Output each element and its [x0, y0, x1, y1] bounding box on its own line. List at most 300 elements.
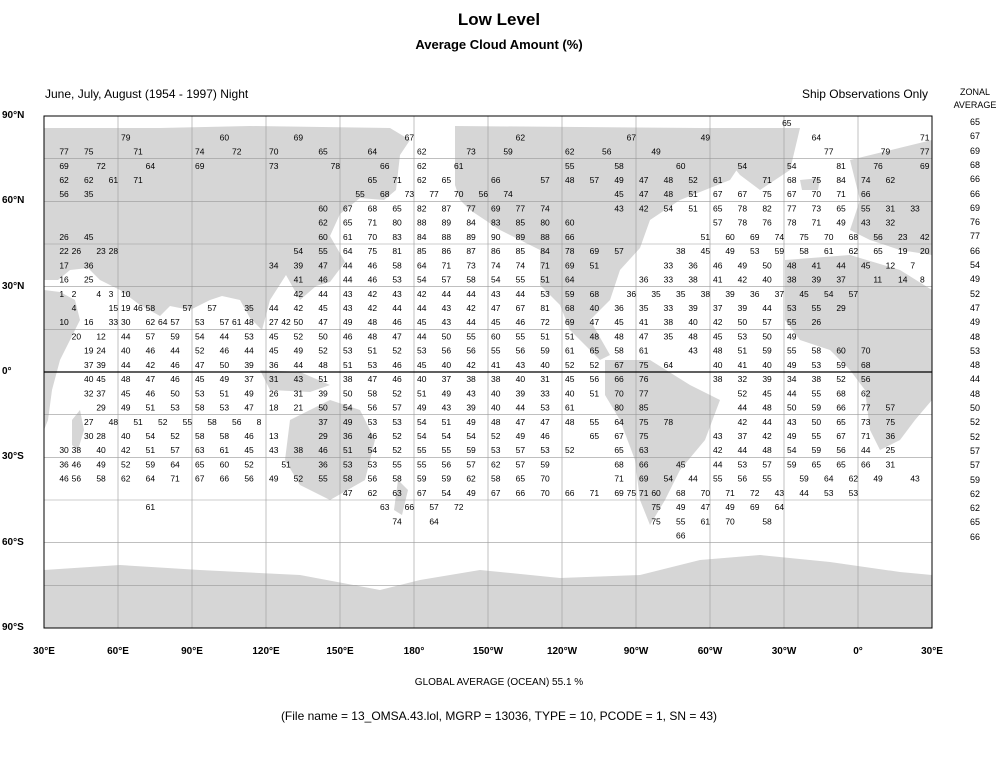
grid-cell-value: 87: [466, 246, 476, 257]
grid-cell-value: 63: [392, 487, 402, 498]
grid-cell-value: 47: [515, 416, 526, 427]
grid-cell-value: 67: [836, 431, 846, 441]
grid-cell-value: 73: [861, 416, 871, 427]
grid-cell-value: 71: [861, 431, 871, 441]
grid-cell-value: 65: [836, 459, 846, 470]
grid-cell-value: 81: [540, 303, 550, 313]
grid-cell-value: 88: [417, 217, 427, 228]
zonal-average-value: 66: [969, 531, 980, 542]
grid-cell-value: 55: [676, 516, 686, 527]
grid-cell-value: 73: [466, 146, 476, 157]
grid-cell-value: 77: [429, 189, 439, 200]
grid-cell-value: 63: [639, 445, 649, 456]
grid-cell-value: 51: [343, 445, 353, 456]
grid-cell-value: 37: [737, 431, 748, 441]
grid-cell-value: 70: [367, 231, 378, 242]
grid-cell-value: 52: [565, 359, 575, 370]
grid-cell-value: 90: [491, 231, 501, 242]
grid-cell-value: 68: [848, 231, 859, 242]
grid-cell-value: 49: [244, 388, 254, 399]
grid-cell-value: 57: [145, 331, 156, 342]
grid-cell-value: 55: [355, 189, 365, 200]
grid-cell-value: 37: [244, 374, 254, 385]
grid-cell-value: 51: [281, 459, 291, 470]
grid-cell-value: 46: [318, 445, 328, 456]
grid-cell-value: 59: [799, 473, 809, 484]
grid-cell-value: 60: [676, 160, 686, 171]
grid-cell-value: 81: [392, 246, 402, 257]
grid-cell-value: 83: [491, 217, 501, 228]
zonal-average-value: 76: [969, 217, 980, 228]
grid-cell-value: 80: [392, 217, 402, 228]
grid-cell-value: 66: [614, 374, 624, 385]
grid-cell-value: 54: [737, 160, 748, 171]
grid-cell-value: 62: [466, 473, 476, 484]
grid-cell-value: 69: [565, 260, 575, 271]
grid-cell-value: 36: [84, 260, 94, 271]
grid-cell-value: 49: [787, 431, 797, 441]
grid-cell-value: 54: [417, 274, 427, 285]
grid-cell-value: 45: [121, 388, 131, 399]
grid-cell-value: 47: [195, 359, 205, 370]
grid-cell-value: 70: [454, 189, 464, 200]
zonal-average-value: 54: [969, 260, 980, 270]
grid-cell-value: 70: [269, 146, 279, 157]
grid-cell-value: 75: [639, 416, 649, 427]
grid-cell-value: 36: [626, 288, 637, 299]
grid-cell-value: 46: [367, 274, 378, 285]
grid-cell-value: 67: [626, 132, 637, 143]
grid-cell-value: 76: [762, 217, 772, 228]
grid-cell-value: 30: [84, 431, 94, 441]
grid-cell-value: 42: [713, 445, 723, 456]
grid-cell-value: 67: [614, 431, 624, 441]
grid-cell-value: 49: [417, 402, 427, 413]
grid-cell-value: 59: [145, 459, 156, 470]
grid-cell-value: 66: [565, 231, 575, 242]
grid-cell-value: 52: [170, 431, 180, 441]
grid-cell-value: 61: [454, 160, 464, 171]
zonal-average-value: 48: [969, 331, 980, 342]
grid-cell-value: 31: [293, 388, 304, 399]
grid-cell-value: 40: [84, 374, 94, 385]
grid-cell-value: 48: [762, 445, 772, 456]
grid-cell-value: 26: [59, 231, 69, 242]
grid-cell-value: 70: [614, 388, 624, 399]
grid-cell-value: 67: [404, 132, 415, 143]
grid-cell-value: 75: [639, 431, 649, 441]
grid-cell-value: 75: [651, 516, 661, 527]
grid-cell-value: 53: [392, 416, 402, 427]
grid-cell-value: 73: [811, 203, 822, 214]
grid-cell-value: 40: [540, 359, 550, 370]
grid-cell-value: 34: [787, 374, 797, 385]
latitude-label: 90°S: [2, 622, 24, 633]
grid-cell-value: 38: [343, 374, 353, 385]
grid-cell-value: 46: [392, 374, 402, 385]
grid-cell-value: 60: [318, 231, 328, 242]
grid-cell-value: 78: [663, 416, 674, 427]
grid-cell-value: 10: [121, 288, 131, 299]
grid-cell-value: 46: [367, 260, 378, 271]
grid-cell-value: 56: [367, 473, 378, 484]
grid-cell-value: 19: [121, 303, 131, 313]
grid-cell-value: 52: [293, 473, 304, 484]
grid-cell-value: 78: [565, 246, 575, 257]
grid-cell-value: 10: [59, 317, 69, 328]
grid-cell-value: 55: [515, 274, 526, 285]
grid-cell-value: 44: [343, 274, 353, 285]
grid-cell-value: 35: [84, 189, 94, 200]
grid-cell-value: 53: [244, 331, 254, 342]
grid-cell-value: 58: [811, 345, 822, 356]
grid-cell-value: 77: [861, 402, 871, 413]
grid-cell-value: 49: [787, 359, 797, 370]
grid-cell-value: 67: [515, 303, 526, 313]
grid-cell-value: 77: [920, 146, 930, 157]
grid-cell-value: 57: [614, 246, 624, 257]
grid-cell-value: 53: [848, 487, 859, 498]
grid-cell-value: 44: [799, 487, 809, 498]
grid-cell-value: 40: [565, 388, 575, 399]
global-average: GLOBAL AVERAGE (OCEAN) 55.1 %: [414, 677, 584, 688]
grid-cell-value: 43: [441, 402, 452, 413]
grid-cell-value: 53: [367, 459, 378, 470]
grid-cell-value: 59: [466, 445, 476, 456]
grid-cell-value: 36: [343, 431, 353, 441]
grid-cell-value: 37: [96, 388, 106, 399]
grid-cell-value: 62: [84, 175, 94, 185]
zonal-average-value: 49: [969, 317, 980, 328]
grid-cell-value: 60: [491, 331, 501, 342]
grid-cell-value: 53: [540, 402, 550, 413]
grid-cell-value: 47: [318, 317, 328, 328]
grid-cell-value: 75: [626, 487, 637, 498]
grid-cell-value: 38: [491, 374, 501, 385]
grid-cell-value: 74: [491, 260, 501, 271]
grid-cell-value: 52: [565, 445, 575, 456]
grid-cell-value: 63: [380, 502, 390, 513]
grid-cell-value: 44: [121, 331, 131, 342]
grid-cell-value: 67: [737, 189, 748, 200]
grid-cell-value: 53: [219, 402, 230, 413]
latitude-label: 60°S: [2, 536, 24, 548]
grid-cell-value: 53: [787, 303, 797, 313]
grid-cell-value: 35: [651, 288, 661, 299]
grid-cell-value: 69: [293, 132, 304, 143]
grid-cell-value: 69: [750, 231, 760, 242]
grid-cell-value: 54: [293, 246, 304, 257]
grid-cell-value: 40: [688, 317, 698, 328]
grid-cell-value: 37: [836, 274, 846, 285]
grid-cell-value: 53: [417, 345, 427, 356]
grid-cell-value: 12: [885, 260, 896, 271]
grid-cell-value: 36: [269, 359, 279, 370]
grid-cell-value: 49: [343, 317, 353, 328]
grid-cell-value: 44: [762, 416, 772, 427]
grid-cell-value: 68: [565, 303, 575, 313]
zonal-average-value: 53: [969, 345, 980, 356]
grid-cell-value: 51: [145, 402, 156, 413]
grid-cell-value: 8: [256, 416, 262, 427]
grid-cell-value: 68: [614, 459, 624, 470]
grid-cell-value: 51: [219, 388, 230, 399]
longitude-label: 150°W: [472, 646, 504, 657]
grid-cell-value: 40: [762, 274, 772, 285]
grid-cell-value: 51: [367, 345, 378, 356]
grid-cell-value: 65: [836, 203, 846, 214]
grid-cell-value: 44: [293, 359, 304, 370]
grid-cell-value: 30: [59, 445, 69, 456]
grid-cell-value: 51: [540, 274, 550, 285]
grid-cell-value: 50: [762, 331, 772, 342]
grid-cell-value: 43: [688, 345, 698, 356]
grid-cell-value: 75: [84, 146, 94, 157]
grid-cell-value: 71: [392, 175, 402, 185]
grid-cell-value: 77: [639, 388, 649, 399]
grid-cell-value: 33: [540, 388, 550, 399]
grid-cell-value: 74: [515, 260, 526, 271]
grid-cell-value: 44: [466, 317, 476, 328]
grid-cell-value: 32: [737, 374, 748, 385]
grid-cell-value: 40: [121, 431, 131, 441]
grid-cell-value: 74: [503, 189, 513, 200]
grid-cell-value: 50: [762, 260, 772, 271]
grid-cell-value: 31: [885, 203, 896, 214]
grid-cell-value: 46: [59, 473, 69, 484]
grid-cell-value: 89: [466, 231, 476, 242]
grid-cell-value: 52: [836, 374, 846, 385]
grid-cell-value: 11: [873, 274, 883, 285]
grid-cell-value: 55: [787, 317, 797, 328]
grid-cell-value: 33: [663, 260, 674, 271]
grid-cell-value: 62: [318, 217, 328, 228]
grid-cell-value: 60: [219, 459, 230, 470]
grid-cell-value: 44: [466, 288, 476, 299]
grid-cell-value: 65: [589, 345, 600, 356]
grid-cell-value: 26: [269, 388, 279, 399]
grid-cell-value: 52: [318, 345, 328, 356]
grid-cell-value: 75: [651, 502, 661, 513]
grid-cell-value: 59: [417, 473, 427, 484]
grid-cell-value: 62: [121, 473, 131, 484]
grid-cell-value: 50: [293, 317, 304, 328]
grid-cell-value: 85: [639, 402, 649, 413]
grid-cell-value: 67: [787, 189, 797, 200]
grid-cell-value: 41: [491, 359, 501, 370]
grid-cell-value: 50: [787, 402, 797, 413]
grid-cell-value: 51: [688, 203, 698, 214]
grid-cell-value: 65: [713, 203, 723, 214]
grid-cell-value: 61: [219, 445, 230, 456]
grid-cell-value: 71: [762, 175, 772, 185]
grid-cell-value: 40: [713, 359, 723, 370]
grid-cell-value: 77: [787, 203, 797, 214]
grid-cell-value: 69: [920, 160, 930, 171]
grid-cell-value: 48: [713, 345, 723, 356]
grid-cell-value: 58: [392, 473, 402, 484]
grid-cell-value: 43: [713, 431, 723, 441]
grid-cell-value: 4: [96, 288, 102, 299]
grid-cell-value: 57: [713, 217, 723, 228]
grid-cell-value: 54: [824, 288, 834, 299]
grid-cell-value: 40: [121, 345, 131, 356]
grid-cell-value: 54: [441, 431, 452, 441]
grid-cell-value: 48: [688, 331, 698, 342]
grid-cell-value: 52: [392, 445, 402, 456]
grid-cell-value: 71: [367, 217, 378, 228]
grid-cell-value: 71: [836, 189, 846, 200]
grid-cell-value: 42: [639, 203, 649, 214]
grid-cell-value: 47: [639, 175, 649, 185]
grid-cell-value: 58: [195, 431, 205, 441]
grid-cell-value: 43: [441, 303, 452, 313]
grid-cell-value: 55: [515, 331, 526, 342]
grid-cell-value: 70: [700, 487, 711, 498]
grid-cell-value: 48: [244, 317, 254, 328]
grid-cell-value: 52: [491, 431, 501, 441]
grid-cell-value: 56: [861, 374, 871, 385]
grid-cell-value: 47: [343, 487, 353, 498]
grid-cell-value: 56: [441, 345, 452, 356]
grid-cell-value: 56: [441, 459, 452, 470]
grid-cell-value: 49: [725, 246, 735, 257]
grid-cell-value: 57: [589, 175, 600, 185]
grid-cell-value: 43: [515, 359, 526, 370]
grid-cell-value: 59: [787, 459, 797, 470]
grid-cell-value: 53: [540, 445, 550, 456]
grid-cell-value: 38: [71, 445, 82, 456]
land-eurasia: [44, 126, 410, 330]
grid-cell-value: 47: [700, 502, 711, 513]
grid-cell-value: 44: [343, 260, 353, 271]
grid-cell-value: 45: [491, 317, 501, 328]
grid-cell-value: 62: [417, 175, 427, 185]
grid-cell-value: 42: [920, 231, 930, 242]
grid-cell-value: 40: [491, 388, 501, 399]
grid-cell-value: 50: [441, 331, 452, 342]
grid-cell-value: 68: [861, 359, 871, 370]
grid-cell-value: 57: [182, 303, 193, 313]
grid-cell-value: 45: [269, 345, 279, 356]
grid-cell-value: 59: [774, 246, 785, 257]
grid-cell-value: 38: [713, 374, 723, 385]
grid-cell-value: 68: [380, 189, 390, 200]
grid-cell-value: 53: [170, 402, 180, 413]
grid-cell-value: 75: [811, 175, 822, 185]
grid-cell-value: 55: [417, 459, 427, 470]
grid-cell-value: 49: [676, 502, 686, 513]
grid-cell-value: 85: [417, 246, 427, 257]
latitude-label: 90°N: [2, 110, 25, 121]
grid-cell-value: 55: [589, 416, 600, 427]
grid-cell-value: 75: [799, 231, 809, 242]
grid-cell-value: 1: [59, 288, 65, 299]
grid-cell-value: 71: [540, 260, 550, 271]
grid-cell-value: 60: [219, 132, 230, 143]
grid-cell-value: 58: [762, 516, 772, 527]
season-label: June, July, August (1954 - 1997) Night: [45, 87, 249, 101]
grid-cell-value: 55: [811, 388, 822, 399]
grid-cell-value: 59: [836, 359, 846, 370]
grid-cell-value: 54: [491, 274, 501, 285]
grid-cell-value: 84: [836, 175, 846, 185]
grid-cell-value: 54: [343, 402, 353, 413]
grid-cell-value: 13: [269, 431, 279, 441]
grid-cell-value: 47: [367, 374, 378, 385]
grid-cell-value: 40: [515, 374, 526, 385]
longitude-label: 0°: [853, 646, 863, 657]
grid-cell-value: 77: [824, 146, 834, 157]
grid-cell-value: 39: [318, 388, 328, 399]
grid-cell-value: 59: [811, 402, 822, 413]
longitude-label: 30°W: [771, 646, 797, 657]
grid-cell-value: 49: [725, 502, 735, 513]
grid-cell-value: 40: [491, 402, 501, 413]
grid-cell-value: 43: [910, 473, 920, 484]
longitude-label: 90°E: [181, 646, 203, 657]
grid-cell-value: 52: [589, 359, 600, 370]
grid-cell-value: 58: [145, 303, 156, 313]
grid-cell-value: 71: [133, 146, 143, 157]
grid-cell-value: 53: [737, 459, 748, 470]
grid-cell-value: 51: [318, 374, 328, 385]
longitude-label: 120°E: [252, 646, 280, 657]
grid-cell-value: 61: [232, 317, 242, 328]
grid-cell-value: 45: [84, 231, 94, 242]
grid-cell-value: 61: [565, 402, 575, 413]
grid-cell-value: 57: [392, 402, 402, 413]
longitude-label: 30°E: [33, 646, 55, 657]
grid-cell-value: 41: [811, 260, 822, 271]
grid-cell-value: 86: [441, 246, 452, 257]
grid-cell-value: 37: [84, 359, 94, 370]
grid-cell-value: 71: [811, 217, 822, 228]
grid-cell-value: 48: [565, 416, 575, 427]
grid-cell-value: 61: [824, 246, 834, 257]
grid-cell-value: 83: [392, 231, 402, 242]
grid-cell-value: 43: [343, 303, 353, 313]
zonal-average-value: 67: [969, 131, 980, 142]
grid-cell-value: 71: [441, 260, 452, 271]
grid-cell-value: 49: [700, 132, 711, 143]
grid-cell-value: 53: [195, 317, 205, 328]
grid-cell-value: 64: [429, 516, 439, 527]
grid-cell-value: 71: [725, 487, 735, 498]
grid-cell-value: 43: [491, 288, 501, 299]
grid-cell-value: 68: [589, 288, 600, 299]
grid-cell-value: 88: [540, 231, 550, 242]
grid-cell-value: 47: [145, 374, 156, 385]
grid-cell-value: 66: [861, 459, 871, 470]
grid-cell-value: 56: [602, 146, 612, 157]
grid-cell-value: 58: [614, 160, 624, 171]
grid-cell-value: 74: [392, 516, 402, 527]
grid-cell-value: 43: [441, 317, 452, 328]
grid-cell-value: 45: [861, 260, 871, 271]
grid-cell-value: 70: [540, 487, 550, 498]
grid-cell-value: 61: [639, 345, 649, 356]
grid-cell-value: 64: [343, 246, 353, 257]
grid-cell-value: 46: [392, 317, 402, 328]
grid-cell-value: 42: [737, 416, 748, 427]
grid-cell-value: 79: [880, 146, 891, 157]
grid-cell-value: 45: [417, 317, 427, 328]
grid-cell-value: 59: [811, 445, 822, 456]
grid-cell-value: 73: [404, 189, 415, 200]
grid-cell-value: 84: [466, 217, 476, 228]
grid-cell-value: 71: [589, 487, 600, 498]
